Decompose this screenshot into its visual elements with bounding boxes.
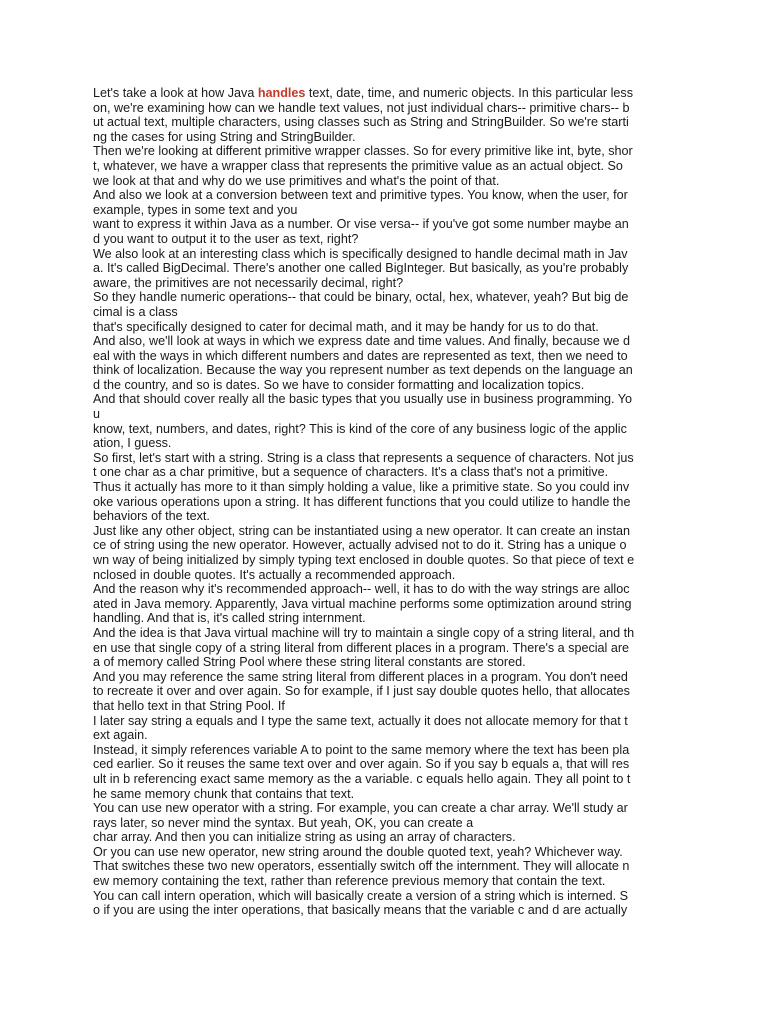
text-line: And also, we'll look at ways in which we express date and time values. And finally, because we d: [93, 334, 630, 349]
text-line: cimal is a class: [93, 304, 178, 319]
text-line: he same memory chunk that contains that text.: [93, 786, 355, 801]
text-line: You can call intern operation, which will basically create a version of a string which is interned. S: [93, 888, 629, 903]
text-line: ce of string using the new operator. However, actually advised not to do it. String has a unique o: [93, 538, 627, 553]
text-line: And the idea is that Java virtual machine will try to maintain a single copy of a string literal, and th: [93, 625, 635, 640]
text-line: t one char as a char primitive, but a sequence of characters. It's a class that's not a primitive.: [93, 465, 609, 480]
text-line: Or you can use new operator, new string around the double quoted text, yeah? Whichever way.: [93, 844, 623, 859]
text-line: oke various operations upon a string. It has different functions that you could utilize to handle the: [93, 494, 631, 509]
text-line: d the country, and so is dates. So we have to consider formatting and localization topics.: [93, 377, 585, 392]
text-line: So they handle numeric operations-- that could be binary, octal, hex, whatever, yeah? But big de: [93, 290, 629, 305]
text-line: wn way of being initialized by simply typing text enclosed in double quotes. So that piece of text e: [93, 553, 635, 567]
text-line: I later say string a equals and I type the same text, actually it does not allocate memory for that t: [93, 713, 628, 728]
text-line: know, text, numbers, and dates, right? This is kind of the core of any business logic of the applic: [93, 421, 627, 436]
text-lines: [93, 101, 675, 918]
text-line: that's specifically designed to cater for decimal math, and it may be handy for us to do that.: [93, 319, 599, 334]
text-line: a of memory called String Pool where these string literal constants are stored.: [93, 655, 526, 670]
text-line: on, we're examining how can we handle text values, not just individual chars-- primitive chars-- b: [93, 100, 630, 115]
text-line: rays later, so never mind the syntax. But yeah, OK, you can create a: [93, 815, 474, 830]
highlighted-word: handles: [257, 86, 306, 100]
text-line: Then we're looking at different primitive wrapper classes. So for every primitive like int, byte, shor: [93, 144, 633, 159]
text-segment: text, date, time, and numeric objects. In this particular less: [305, 86, 634, 100]
text-line: think of localization. Because the way you represent number as text depends on the language an: [93, 363, 633, 378]
text-line: That switches these two new operators, essentially switch off the internment. They will allocate n: [93, 859, 630, 874]
text-line: handling. And that is, it's called string internment.: [93, 611, 366, 626]
text-line: char array. And then you can initialize string as using an array of characters.: [93, 830, 516, 845]
text-line-first: [93, 86, 675, 101]
text-line: to recreate it over and over again. So for example, if I just say double quotes hello, that allocates: [93, 684, 630, 699]
text-line: And you may reference the same string literal from different places in a program. You don't need: [93, 669, 628, 684]
text-line: And that should cover really all the basic types that you usually use in business programming. Yo: [93, 392, 633, 407]
text-line: o if you are using the inter operations, that basically means that the variable c and d are actually: [93, 903, 628, 918]
text-segment: Let's take a look at how Java: [93, 86, 258, 100]
text-line: behaviors of the text.: [93, 509, 210, 524]
text-line: nclosed in double quotes. It's actually a recommended approach.: [93, 567, 456, 582]
text-line: You can use new operator with a string. For example, you can create a char array. We'll study ar: [93, 801, 628, 816]
text-line: d you want to output it to the user as text, right?: [93, 231, 359, 246]
text-line: aware, the primitives are not necessarily decimal, right?: [93, 275, 404, 290]
text-line: u: [93, 407, 101, 422]
text-line: So first, let's start with a string. String is a class that represents a sequence of characters. Not jus: [93, 450, 634, 465]
text-line: And also we look at a conversion between text and primitive types. You know, when the user, for: [93, 188, 628, 203]
text-line: t, whatever, we have a wrapper class that represents the primitive value as an actual object. So: [93, 158, 623, 173]
text-line: We also look at an interesting class which is specifically designed to handle decimal math in Jav: [93, 246, 628, 261]
text-line: ext again.: [93, 728, 148, 743]
text-line: ut actual text, multiple characters, using classes such as String and StringBuilder. So we're starti: [93, 115, 629, 130]
text-line: ng the cases for using String and StringBuilder.: [93, 129, 356, 144]
transcript-text: [93, 86, 675, 918]
text-line: en use that single copy of a string literal from different places in a program. There's a special are: [93, 640, 630, 655]
text-line: ced earlier. So it reuses the same text over and over again. So if you say b equals a, that will res: [93, 757, 630, 772]
text-line: ult in b referencing exact same memory as the a variable. c equals hello again. They all point to t: [93, 771, 631, 786]
text-line: Instead, it simply references variable A to point to the same memory where the text has been pla: [93, 742, 630, 757]
text-line: Just like any other object, string can be instantiated using a new operator. It can create an instan: [93, 523, 630, 538]
text-line: that hello text in that String Pool. If: [93, 698, 285, 713]
text-line: a. It's called BigDecimal. There's another one called BigInteger. But basically, as you're probably: [93, 261, 629, 276]
text-line: we look at that and why do we use primitives and what's the point of that.: [93, 173, 500, 188]
text-line: example, types in some text and you: [93, 202, 298, 217]
text-line: Thus it actually has more to it than simply holding a value, like a primitive state. So you could inv: [93, 480, 630, 495]
text-line: ated in Java memory. Apparently, Java virtual machine performs some optimization around string: [93, 596, 632, 611]
text-line: want to express it within Java as a number. Or vise versa-- if you've got some number maybe an: [93, 217, 629, 232]
text-line: eal with the ways in which different numbers and dates are represented as text, then we need to: [93, 348, 628, 363]
text-line: ew memory containing the text, rather than reference previous memory that contain the text.: [93, 874, 606, 889]
text-line: And the reason why it's recommended approach-- well, it has to do with the way strings are alloc: [93, 582, 630, 597]
text-line: ation, I guess.: [93, 436, 172, 451]
